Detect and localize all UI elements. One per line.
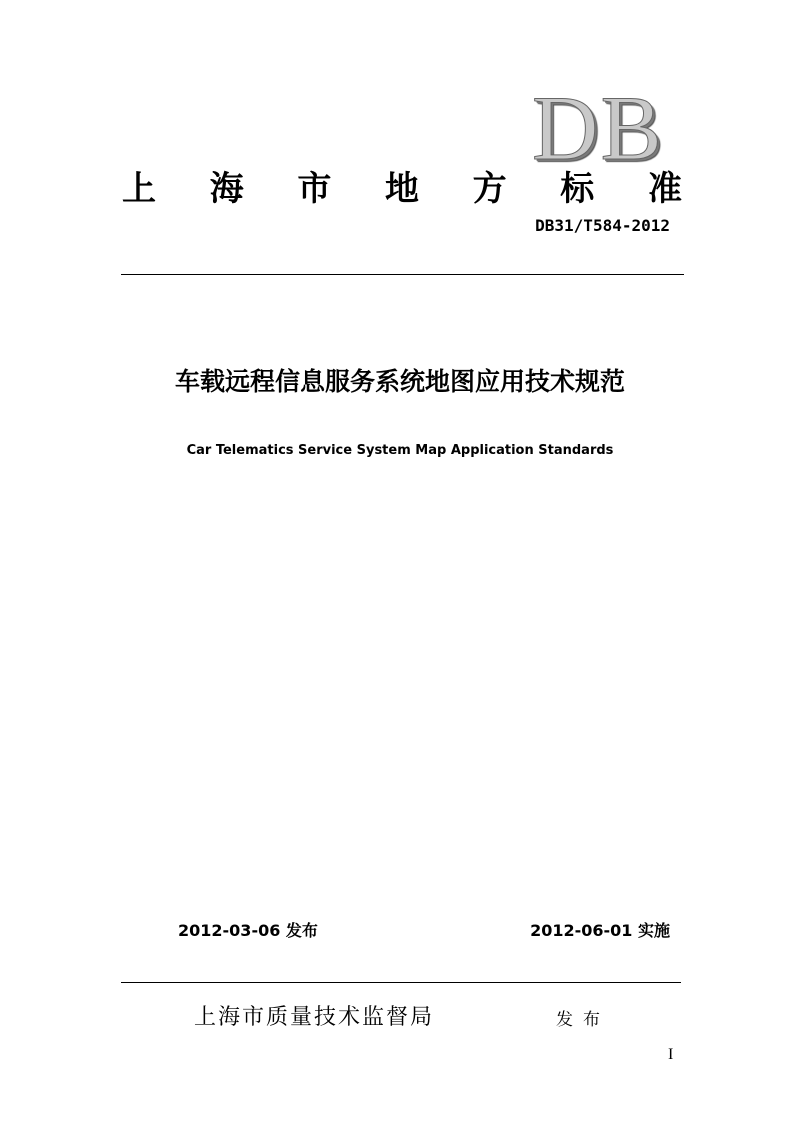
title-char: 市 xyxy=(297,168,332,209)
standard-code: DB31/T584-2012 xyxy=(535,216,670,235)
title-char: 标 xyxy=(560,168,595,209)
standard-category-title xyxy=(122,160,682,210)
top-divider xyxy=(121,274,684,275)
title-char: 方 xyxy=(472,168,507,209)
title-char: 准 xyxy=(647,168,682,209)
db-logo: DB xyxy=(532,77,664,179)
title-char: 海 xyxy=(209,168,244,209)
page-number: I xyxy=(668,1046,674,1063)
title-char: 地 xyxy=(384,168,419,209)
title-char: 上 xyxy=(122,168,156,209)
issue-date: 2012-03-06 发布 xyxy=(178,921,318,940)
implementation-date: 2012-06-01 实施 xyxy=(530,921,670,940)
publisher-name: 上海市质量技术监督局 xyxy=(194,1005,435,1030)
bottom-divider xyxy=(121,982,681,983)
document-title-english: Car Telematics Service System Map Application Standards xyxy=(186,443,614,458)
publish-label: 发布 xyxy=(556,1010,610,1030)
document-title-chinese: 车载远程信息服务系统地图应用技术规范 xyxy=(174,367,625,396)
